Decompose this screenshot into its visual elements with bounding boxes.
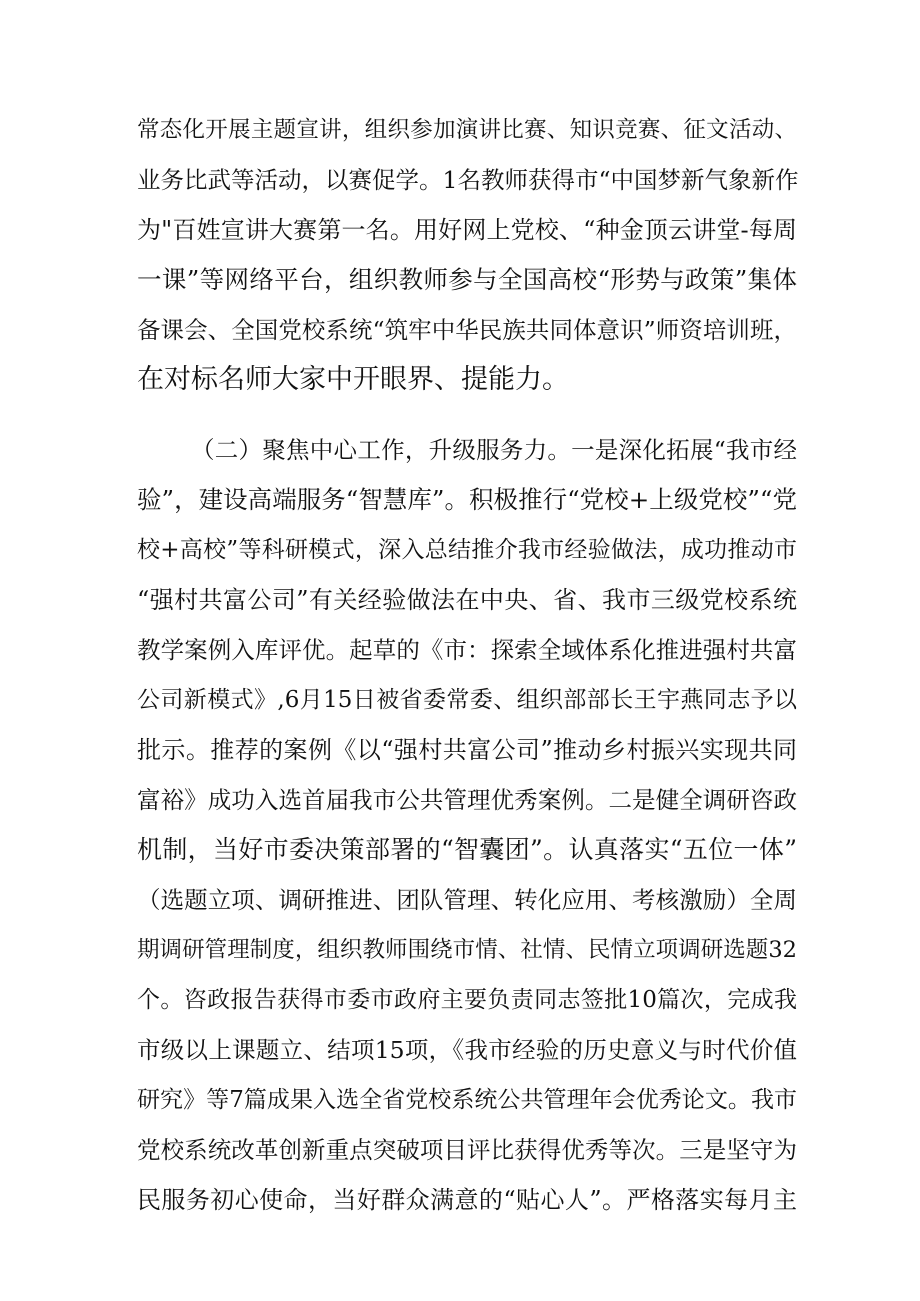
text-line: （选题立项、调研推进、团队管理、转化应用、考核激励）全周 — [137, 886, 797, 914]
text-line: 富裕》成功入选首届我市公共管理优秀案例。二是健全调研咨政 — [137, 786, 797, 814]
text-line: 教学案例入库评优。起草的《市：探索全域体系化推进强村共富 — [137, 636, 797, 664]
text-line: 市级以上课题立、结项15项，《我市经验的历史意义与时代价值 — [137, 1036, 797, 1064]
text-line: 期调研管理制度，组织教师围绕市情、社情、民情立项调研选题32 — [137, 937, 797, 963]
text-line: 常态化开展主题宣讲，组织参加演讲比赛、知识竞赛、征文活动、 — [137, 117, 797, 143]
text-line: 一课”等网络平台，组织教师参与全国高校“形势与政策”集体 — [137, 265, 797, 294]
text-line: “强村共富公司”有关经验做法在中央、省、我市三级党校系统 — [137, 586, 797, 614]
text-line: 备课会、全国党校系统“筑牢中华民族共同体意识”师资培训班， — [137, 316, 797, 344]
text-line: 党校系统改革创新重点突破项目评比获得优秀等次。三是坚守为 — [137, 1136, 797, 1164]
text-line: 公司新模式》,6月15日被省委常委、组织部部长王宇燕同志予以 — [137, 687, 797, 713]
text-line: 研究》等7篇成果入选全省党校系统公共管理年会优秀论文。我市 — [137, 1087, 797, 1113]
text-line: 验”，建设高端服务“智慧库”。积极推行“党校+上级党校”“党 — [137, 485, 797, 514]
text-line: 个。咨政报告获得市委市政府主要负责同志签批10篇次，完成我 — [137, 987, 797, 1013]
paragraph-start-line: （二）聚焦中心工作，升级服务力。一是深化拓展“我市经 — [191, 436, 797, 464]
text-line: 批示。推荐的案例《以“强村共富公司”推动乡村振兴实现共同 — [137, 736, 797, 764]
text-line: 民服务初心使命，当好群众满意的“贴心人”。严格落实每月主 — [137, 1186, 797, 1214]
text-line: 机制，当好市委决策部署的“智囊团”。认真落实“五位一体” — [137, 835, 797, 864]
text-line: 为"百姓宣讲大赛第一名。用好网上党校、“种金顶云讲堂-每周 — [137, 216, 797, 244]
text-line: 业务比武等活动，以赛促学。1名教师获得市“中国梦新气象新作 — [137, 166, 799, 194]
text-line: 在对标名师大家中开眼界、提能力。 — [137, 364, 569, 395]
text-line: 校+高校”等科研模式，深入总结推介我市经验做法，成功推动市 — [137, 537, 797, 563]
